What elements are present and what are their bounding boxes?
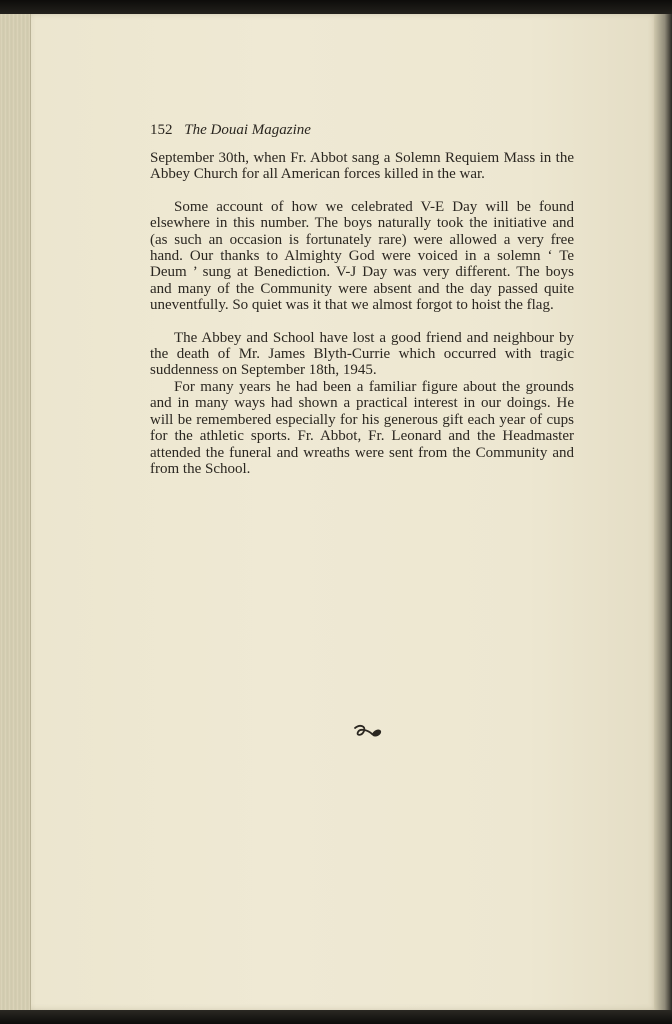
fleuron-icon <box>352 722 384 742</box>
book-bottom-shadow <box>0 1010 672 1024</box>
body-text <box>150 150 574 477</box>
paragraph-1: September 30th, when Fr. Abbot sang a Solemn Requiem Mass in the Abbey Church for all American forces killed in the war. <box>150 150 574 183</box>
paragraph-4: For many years he had been a familiar figure about the grounds and in many ways had shown a practical interest in our doings. He will be remembered especially for his generous gift each year of cups for the athletic sports. Fr. Abbot, Fr. Leonard and the Headmaster attended the funeral and wreaths were sent from the Community and from the School. <box>150 378 574 477</box>
running-title: The Douai Magazine <box>184 122 311 138</box>
paragraph-2: Some account of how we celebrated V-E Day will be found elsewhere in this number. The boys naturally took the initiative and (as such an occasion is fortunately rare) were allowed a very free hand. Our thanks to Almighty God were voiced in a solemn ‘ Te Deum ’ sung at Benediction. V-J Day was very different. The boys and many of the Community were absent and the day passed quite uneventfully. So quiet was it that we almost forgot to hoist the flag. <box>150 198 574 314</box>
page-number: 152 <box>150 122 173 138</box>
page-edges <box>0 14 31 1010</box>
paragraph-3: The Abbey and School have lost a good friend and neighbour by the death of Mr. James Blyth-Currie which occurred with tragic suddenness on September 18th, 1945. <box>150 329 574 379</box>
running-header <box>150 122 311 139</box>
gutter-edge <box>654 14 672 1010</box>
